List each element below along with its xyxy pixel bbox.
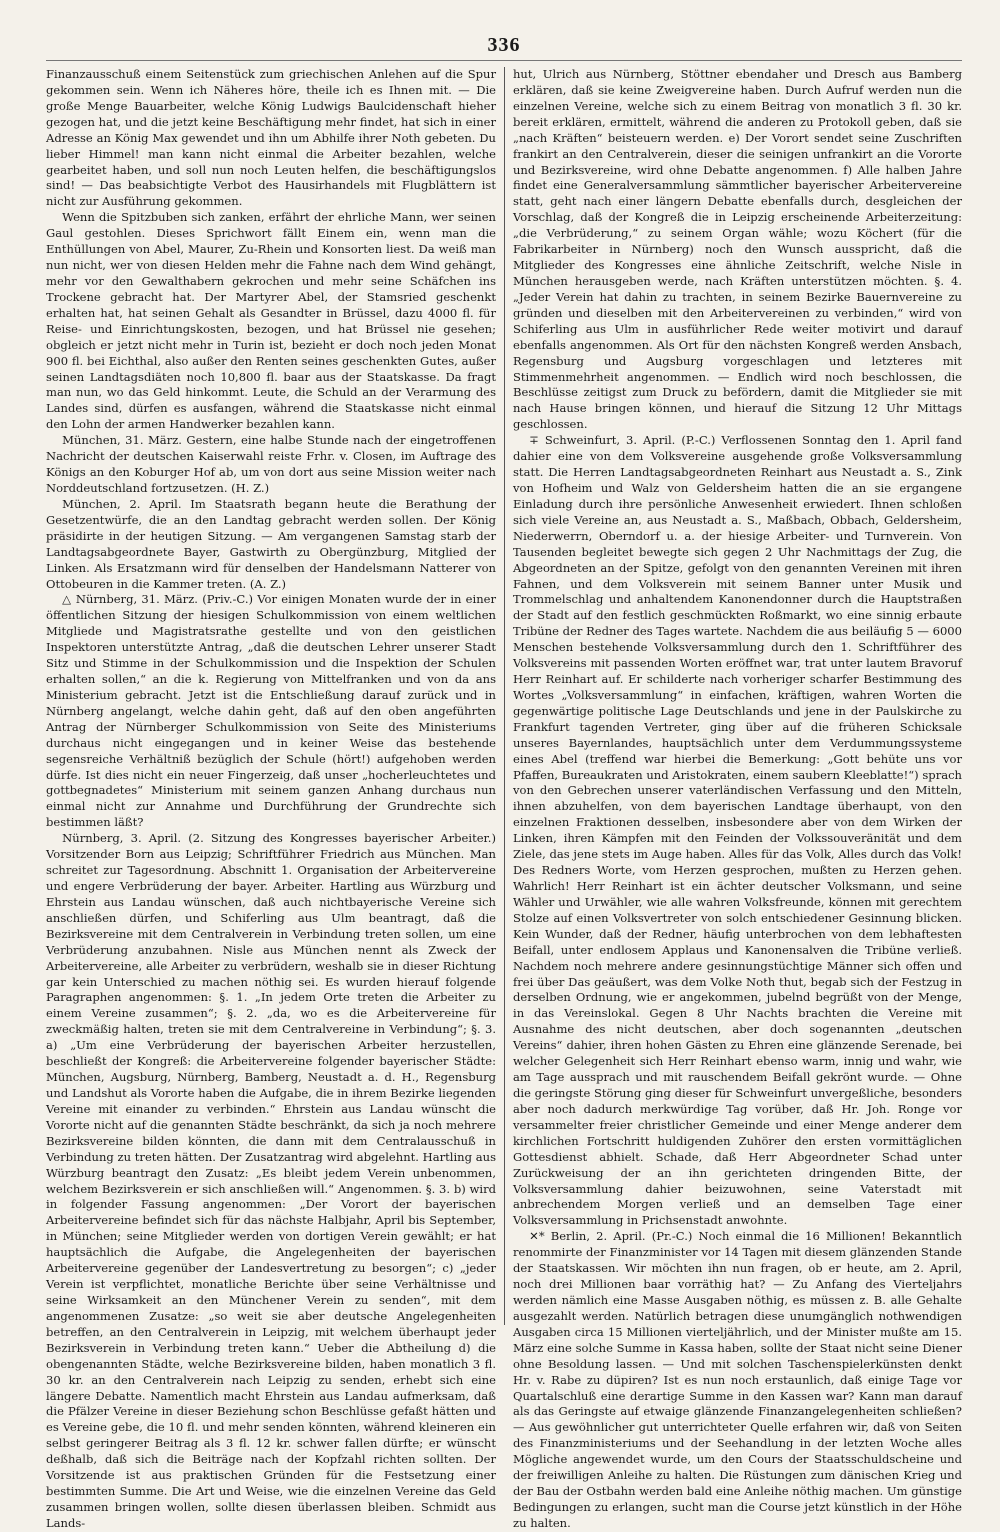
left-column [46,67,504,1530]
article-paragraph: ✕* Berlin, 2. April. (Pr.-C.) Noch einmal die 16 Millionen! Bekanntlich renommirte der Finanzminister vor 14 Tagen mit diesem glänzenden Stande der Staatskassen. Wir möchten ihn nun fragen, ob er heute, am 2. April, noch drei Millionen baar vorräthig hat? — Zu Anfang des Vierteljahrs werden nämlich eine Masse Ausgaben nöthig, es müssen z. B. alle Gehalte ausgezahlt werden. Natürlich betragen diese unumgänglich nothwendigen Ausgaben circa 15 Millionen vierteljährlich, und der Minister mußte am 15. März eine solche Summe in Kassa haben, sollte der Staat nicht seine Diener ohne Besoldung lassen. — Und mit solchen Taschenspielerkünsten denkt Hr. v. Rabe zu düpiren? Ist es nun noch erstaunlich, daß einige Tage vor Quartalschluß eine derartige Summe in den Kassen war? Kann man darauf als das Geringste auf etwaige glänzende Finanzangelegenheiten schließen? — Aus gewöhnlicher gut unterrichteter Quelle erfahren wir, daß von Seiten des Finanzministeriums und der Seehandlung in der letzten Woche alles Mögliche angewendet wurde, um den Cours der Staatsschuldscheine und der freiwilligen Anleihe zu halten. Die Rüstungen zum dänischen Krieg und der Bau der Ostbahn werden bald eine Anleihe nöthig machen. Um günstige Bedingungen zu erlangen, sucht man die Course jetzt künstlich in der Höhe zu halten. [513,1229,962,1530]
article-paragraph: München, 31. März. Gestern, eine halbe Stunde nach der eingetroffenen Nachricht der deutschen Kaiserwahl reiste Frhr. v. Closen, im Auftrage des Königs an den Koburger Hof ab, um von dort aus seine Mission weiter nach Norddeutschland fortzusetzen. (H. Z.) [46,433,496,495]
page-number: 336 [487,34,521,56]
article-paragraph: hut, Ulrich aus Nürnberg, Stöttner ebendaher und Dresch aus Bamberg erklären, daß sie keine Zweigvereine haben. Durch Aufruf werden nun die einzelnen Vereine, welche sich zu einem Beitrag von monatlich 3 fl. 30 kr. bereit erklären, ermittelt, während die anderen zu Protokoll geben, daß sie „nach Kräften“ beisteuern werden. e) Der Vorort sendet seine Zuschriften frankirt an den Centralverein, dieser die seinigen unfrankirt an die Vororte und Bezirksvereine, wird ohne Debatte angenommen. f) Alle halben Jahre findet eine Generalversammlung sämmtlicher bayerischer Arbeitervereine statt, geht nach einer längern Debatte ebenfalls durch, desgleichen der Vorschlag, daß der Kongreß die in Leipzig erscheinende Arbeiterzeitung: „die Verbrüderung,“ zu seinem Organ wähle; wozu Köchert (für die Fabrikarbeiter in Nürnberg) noch den Wunsch ausspricht, daß die Mitglieder des Kongresses eine ähnliche Zeitschrift, welche Nisle in München herausgeben werde, nach Kräften unterstützen möchten. §. 4. „Jeder Verein hat dahin zu trachten, in seinem Bezirke Bauernvereine zu gründen und dieselben mit den Arbeitervereinen zu verbinden,“ wird von Schiferling aus Ulm in ausführlicher Rede weiter motivirt und darauf ebenfalls angenommen. Als Ort für den nächsten Kongreß werden Ansbach, Regensburg und Augsburg vorgeschlagen und letzteres mit Stimmenmehrheit angenommen. — Endlich wird noch beschlossen, die Beschlüsse zeitigst zum Druck zu befördern, damit die Mitglieder sie mit nach Hause bringen können, und hierauf die Sitzung 12 Uhr Mittags geschlossen. [513,67,962,432]
article-paragraph: München, 2. April. Im Staatsrath begann heute die Berathung der Gesetzentwürfe, die an den Landtag gebracht werden sollen. Der König präsidirte in der heutigen Sitzung. — Am vergangenen Samstag starb der Landtagsabgeordnete Bayer, Gastwirth zu Obergünzburg, Mitglied der Linken. Als Ersatzmann wird für denselben der Handelsmann Natterer von Ottobeuren in die Kammer treten. (A. Z.) [46,496,496,591]
article-paragraph: Nürnberg, 3. April. (2. Sitzung des Kongresses bayerischer Arbeiter.) Vorsitzender Born aus Leipzig; Schriftführer Friedrich aus München. Man schreitet zur Tagesordnung. Abschnitt 1. Organisation der Arbeitervereine und engere Verbrüderung der bayer. Arbeiter. Hartling aus Würzburg und Ehrstein aus Landau wünschen, daß auch nichtbayerische Vereine sich anschließen dürfen, und Schiferling aus Ulm beantragt, daß die Bezirksvereine mit dem Centralverein in Verbindung treten sollen, um eine Verbrüderung anzubahnen. Nisle aus München nennt als Zweck der Arbeitervereine, alle Arbeiter zu verbrüdern, weshalb sie in dieser Richtung gar kein Unterschied zu machen nöthig sei. Es wurden hierauf folgende Paragraphen angenommen: §. 1. „In jedem Orte treten die Arbeiter zu einem Vereine zusammen“; §. 2. „da, wo es die Arbeitervereine für zweckmäßig halten, treten sie mit dem Centralvereine in Verbindung“; §. 3. a) „Um eine Verbrüderung der bayerischen Arbeiter herzustellen, beschließt der Kongreß: die Arbeitervereine folgender bayerischer Städte: München, Augsburg, Nürnberg, Bamberg, Neustadt a. d. H., Regensburg und Landshut als Vororte haben die Aufgabe, die in ihrem Bezirke liegenden Vereine mit einander zu verbinden.“ Ehrstein aus Landau wünscht die Vororte nicht auf die genannten Städte beschränkt, da sich ja noch mehrere Bezirksvereine bilden könnten, die dann mit dem Centralausschuß in Verbindung zu treten hätten. Der Zusatzantrag wird abgelehnt. Hartling aus Würzburg beantragt den Zusatz: „Es bleibt jedem Verein unbenommen, welchem Bezirksverein er sich anschließen will.“ Angenommen. §. 3. b) wird in folgender Fassung angenommen: „Der Vorort der bayerischen Arbeitervereine befindet sich für das nächste Halbjahr, April bis September, in München; seine Mitglieder werden von dortigen Verein gewählt; er hat hauptsächlich die Aufgabe, die Angelegenheiten der bayerischen Arbeitervereine gegenüber der Landesvertretung zu besorgen“; c) „jeder Verein ist verpflichtet, monatliche Berichte über seine Verhältnisse und seine Wirksamkeit an den Münchener Verein zu senden“, mit dem angenommenen Zusatze: „so weit sie aber deutsche Angelegenheiten betreffen, an den Centralverein in Leipzig, mit welchem überhaupt jeder Bezirksverein in Verbindung treten kann.“ Ueber die Abtheilung d) die obengenannten Städte, welche Bezirksvereine bilden, haben monatlich 3 fl. 30 kr. an den Centralverein nach Leipzig zu senden, erhebt sich eine längere Debatte. Namentlich macht Ehrstein aus Landau aufmerksam, daß die Pfälzer Vereine in dieser Beziehung schon Beschlüsse gefaßt hätten und es Vereine gebe, die 10 fl. und mehr senden könnten, während kleineren ein selbst geringerer Beitrag als 3 fl. 12 kr. schwer fallen dürfte; er wünscht deßhalb, daß sich die Beiträge nach der Kopfzahl richten sollten. Der Vorsitzende ist aus praktischen Gründen für die Festsetzung einer bestimmten Summe. Die Art und Weise, wie die einzelnen Vereine das Geld zusammen bringen wollen, sollte diesen überlassen bleiben. Schmidt aus Lands- [46,831,496,1530]
article-paragraph: △ Nürnberg, 31. März. (Priv.-C.) Vor einigen Monaten wurde der in einer öffentlichen Sitzung der hiesigen Schulkommission von einem weltlichen Mitgliede und Magistratsrathe gestellte und von den geistlichen Inspektoren unterstützte Antrag, „daß die deutschen Lehrer unserer Stadt Sitz und Stimme in der Schulkommission und die Inspektion der Schulen erhalten sollen,“ an die k. Regierung von Mittelfranken und von da ans Ministerium gebracht. Jetzt ist die Entschließung darauf zurück und in Nürnberg angelangt, welche dahin geht, daß auf den oben angeführten Antrag der Nürnberger Schulkommission von Seite des Ministeriums durchaus nicht eingegangen und in keiner Weise das bestehende segensreiche Verhältniß bezüglich der Schule (hört!) aufgehoben werden dürfe. Ist dies nicht ein neuer Fingerzeig, daß unser „hocherleuchtetes und gottbegnadetes“ Ministerium mit seinem ganzen Anhang durchaus nun einmal nicht zur Annahme und Durchführung der Grundrechte sich bestimmen läßt? [46,592,496,830]
article-paragraph: ∓ Schweinfurt, 3. April. (P.-C.) Verflossenen Sonntag den 1. April fand dahier eine von dem Volksvereine ausgehende große Volksversammlung statt. Die Herren Landtagsabgeordneten Reinhart aus Neustadt a. S., Zink von Hofheim und Walz von Geldersheim hatten die an sie ergangene Einladung durch ihre persönliche Anwesenheit erwiedert. Ihnen schloßen sich viele Vereine an, aus Neustadt a. S., Maßbach, Obbach, Geldersheim, Niederwerrn, Oberndorf u. a. der hiesige Arbeiter- und Turnverein. Von Tausenden begleitet bewegte sich gegen 2 Uhr Nachmittags der Zug, die Abgeordneten an der Spitze, gefolgt von den genannten Vereinen mit ihren Fahnen, und dem Volksverein mit seinem Banner unter Musik und Trommelschlag und anhaltendem Kanonendonner durch die Hauptstraßen der Stadt auf den festlich geschmückten Roßmarkt, wo eine sinnig erbaute Tribüne der Redner des Tages wartete. Nachdem die aus beiläufig 5 — 6000 Menschen bestehende Volksversammlung durch den 1. Schriftführer des Volksvereins mit passenden Worten eröffnet war, trat unter lautem Bravoruf Herr Reinhart auf. Er schilderte nach vorheriger scharfer Bestimmung des Wortes „Volksversammlung“ in einfachen, kräftigen, wahren Worten die gegenwärtige politische Lage Deutschlands und jene in der Paulskirche zu Frankfurt tagenden Vertreter, ging über auf die früheren Schicksale unseres Bayernlandes, hauptsächlich unter dem Verdummungssysteme eines Abel (treffend war hierbei die Bemerkung: „Gott behüte uns vor Pfaffen, Bureaukraten und Aristokraten, einem saubern Kleeblatte!“) sprach von den Gebrechen unserer vaterländischen Verfassung und den Mitteln, ihnen abzuhelfen, von dem bayerischen Landtage überhaupt, von den einzelnen Fraktionen desselben, insbesondere aber von dem Wirken der Linken, ihren Kämpfen mit den Feinden der Volkssouveränität und dem Ziele, das jene stets im Auge haben. Alles für das Volk, Alles durch das Volk! Des Redners Worte, vom Herzen gesprochen, mußten zu Herzen gehen. Wahrlich! Herr Reinhart ist ein ächter deutscher Volksmann, und seine Wähler und Urwähler, wie alle wahren Volksfreunde, können mit gerechtem Stolze auf einen Volksvertreter von solch entschiedener Gesinnung blicken. Kein Wunder, daß der Redner, häufig unterbrochen von dem lebhaftesten Beifall, unter endlosem Applaus und Kanonensalven die Tribüne verließ. Nachdem noch mehrere andere gesinnungstüchtige Männer sich offen und frei über Das geäußert, was dem Volke Noth thut, begab sich der Festzug in derselben Ordnung, wie er angekommen, jubelnd begrüßt von der Menge, in das Vereinslokal. Gegen 8 Uhr Nachts brachten die Vereine mit Ausnahme des nicht deutschen, aber doch sogenannten „deutschen Vereins“ dahier, ihren hohen Gästen zu Ehren eine glänzende Serenade, bei welcher Gelegenheit sich Herr Reinhart ebenso warm, innig und wahr, wie am Tage aussprach und mit rauschendem Beifall gekrönt wurde. — Ohne die geringste Störung ging dieser für Schweinfurt unvergeßliche, besonders aber noch dadurch merkwürdige Tag vorüber, daß Hr. Joh. Ronge vor versammelter freier christlicher Gemeinde und einer Menge anderer dem kirchlichen Fortschritt huldigenden Zuhörer den ersten vormittäglichen Gottesdienst abhielt. Schade, daß Herr Abgeordneter Schad unter Zurückweisung der an ihn gerichteten dringenden Bitte, der Volksversammlung dahier beizuwohnen, seine Vaterstadt mit anbrechendem Morgen verließ und an demselben Tage einer Volksversammlung in Prichsenstadt anwohnte. [513,433,962,1228]
article-paragraph: Finanzausschuß einem Seitenstück zum griechischen Anlehen auf die Spur gekommen sein. Wenn ich Näheres höre, theile ich es Ihnen mit. — Die große Menge Bauarbeiter, welche König Ludwigs Baulcidenschaft hieher gezogen hat, und die jetzt keine Beschäftigung mehr findet, hat sich in einer Adresse an König Max gewendet und ihn um Abhilfe ihrer Noth gebeten. Du lieber Himmel! man kann nicht einmal die Arbeiter bezahlen, welche gearbeitet haben, und soll nun noch Leuten helfen, die beschäftigungslos sind! — Das beabsichtigte Verbot des Hausirhandels mit Flugblättern ist nicht zur Ausführung gekommen. [46,67,496,209]
right-column [504,67,962,1530]
text-columns [46,60,962,1530]
article-paragraph: Wenn die Spitzbuben sich zanken, erfährt der ehrliche Mann, wer seinen Gaul gestohlen. Dieses Sprichwort fällt Einem ein, wenn man die Enthüllungen von Abel, Maurer, Zu-Rhein und Konsorten liest. Da weiß man nun nicht, wer von diesen Helden mehr die Fahne nach dem Wind gehängt, mehr vor den Gewalthabern gekrochen und mehr seine Schäfchen ins Trockene gebracht hat. Der Martyrer Abel, der Stamsried geschenkt erhalten hat, hat seinen Gehalt als Gesandter in Brüssel, dazu 4000 fl. für Reise- und Einrichtungskosten, bezogen, und hat Brüssel nie gesehen; obgleich er jetzt nicht mehr in Turin ist, bezieht er doch noch jeden Monat 900 fl. bei Eichthal, also außer den Renten seines geschenkten Gutes, außer seinen Landtagsdiäten noch 10,800 fl. baar aus der Staatskasse. Da fragt man nun, wo das Geld hinkommt. Leute, die Schuld an der Verarmung des Landes sind, dürfen es ausfangen, während die Staatskasse nicht einmal den Lohn der armen Handwerker bezahlen kann. [46,210,496,432]
